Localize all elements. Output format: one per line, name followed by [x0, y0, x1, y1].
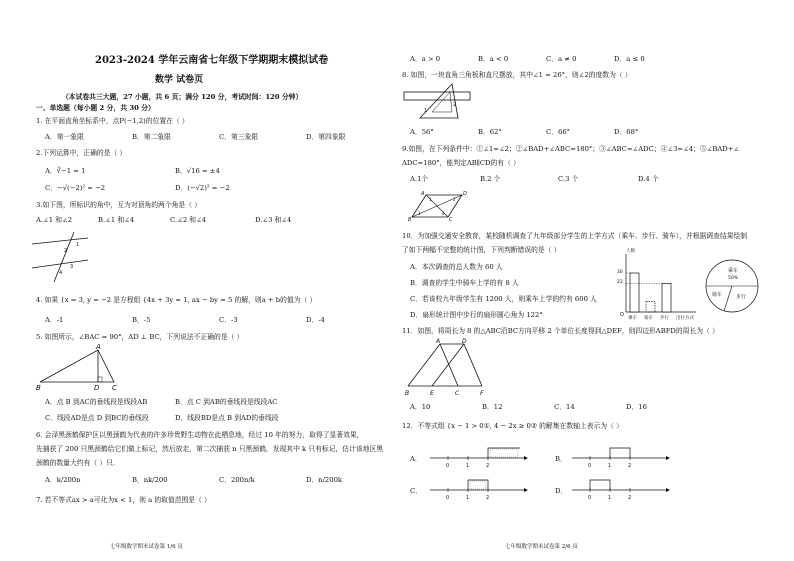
numline-b-1: 1 — [608, 463, 612, 469]
q6-options — [45, 476, 342, 484]
q1-options — [45, 133, 345, 141]
numline-c-0: 0 — [446, 495, 450, 501]
q9-options — [410, 175, 659, 183]
q10-option-c[interactable]: C．若该校九年级学生有 1200 人，则乘车上学的约有 600 人 — [410, 295, 597, 303]
q11-label-e: E — [430, 390, 434, 397]
q12-numberline-c — [428, 476, 528, 500]
q11-option-b[interactable]: B．12 — [482, 403, 503, 411]
q11-label-c: C — [455, 390, 460, 397]
bar-category-3: 步行 — [660, 316, 669, 321]
q3-option-c[interactable]: C.∠2 和∠4 — [170, 216, 207, 224]
q8-options — [410, 128, 638, 136]
q11-label-b: B — [405, 390, 410, 397]
q3-options — [36, 216, 291, 224]
numline-c-1: 1 — [466, 495, 470, 501]
q8-option-b[interactable]: B．62° — [478, 128, 502, 136]
q9-label-b: B — [408, 217, 412, 223]
pie-label-walk: 步行 — [736, 294, 747, 300]
numline-a-1: 1 — [466, 463, 470, 469]
q9-angle-2: 2 — [453, 197, 456, 202]
q5-options-row1 — [45, 398, 278, 406]
question-6-line2: 先捕获了 200 只黑颈鹤给它们做上标记，然后放走，第二次捕获 n 只黑颈鹤，发现其中 k 只有标记，估计该地区黑 — [36, 445, 384, 453]
q6-option-a[interactable]: A．k/200n — [45, 476, 81, 484]
question-6-line1: 6. 会泽黑颈鹤保护区以黑颈鹤为代表的许多珍贵野生动物在此栖息地，经过 10 年的努力，取得了显著效果， — [36, 431, 364, 439]
bar-category-2: 骑车 — [644, 316, 653, 321]
q1-option-a[interactable]: A．第一象限 — [45, 133, 84, 141]
q10-pie-chart — [704, 258, 760, 314]
q8-figure — [402, 82, 472, 122]
question-5: 5. 如图所示，∠BAC = 90°，AD ⊥ BC，下列说法不正确的是（ ） — [36, 333, 244, 341]
right-page-footer: 七年级数学期末试卷第 2/6 页 — [505, 544, 578, 550]
q11-label-d: D — [462, 338, 467, 345]
q8-option-d[interactable]: D．68° — [614, 128, 639, 136]
q9-option-a[interactable]: A.1个 — [410, 175, 429, 183]
q2-option-c[interactable]: C．−√(−2)² = −2 — [45, 184, 106, 192]
q9-option-d[interactable]: D.4 个 — [638, 175, 659, 183]
question-8: 8. 如图，一块直角三角板和直尺摆放，其中∠1 = 26°，则∠2的度数为（ ） — [402, 71, 632, 79]
q9-angle-3: 3 — [418, 211, 421, 216]
question-11: 11．如图，将周长为 8 的△ABC沿BC方向平移 2 个单位长度得到△DEF，则四边形ABFD的周长为（ ） — [402, 327, 719, 335]
q3-angle-4: 4 — [59, 270, 63, 276]
q2-options-row2 — [45, 184, 230, 192]
q2-option-a[interactable]: A．∛−1 = 1 — [45, 167, 86, 175]
q5-triangle-figure — [36, 344, 126, 394]
numline-d-1: 1 — [608, 495, 612, 501]
q4-option-d[interactable]: D．-4 — [306, 316, 325, 324]
numline-d-0: 0 — [588, 495, 592, 501]
q1-option-c[interactable]: C．第三象限 — [219, 133, 259, 141]
q5-label-b: B — [36, 384, 41, 392]
question-2: 2.下列运算中，正确的是（ ） — [36, 149, 127, 157]
q11-option-c[interactable]: C．14 — [554, 403, 575, 411]
q9-label-c: C — [449, 217, 453, 223]
q8-angle-2: 2 — [453, 102, 457, 108]
q11-option-d[interactable]: D．16 — [626, 403, 647, 411]
question-9-line2: ADC=180°，能判定AB∥CD的有（ ） — [402, 159, 520, 167]
q7-options — [410, 55, 645, 63]
q2-option-d[interactable]: D．(−√2)² = −2 — [175, 184, 230, 192]
numline-d-2: 2 — [628, 495, 632, 501]
q12-option-b[interactable]: B． — [555, 455, 567, 463]
q5-option-a[interactable]: A．点 B 到AC的垂线段是线段AB — [45, 398, 148, 406]
q12-option-a[interactable]: A． — [410, 455, 422, 463]
numline-c-2: 2 — [486, 495, 490, 501]
q9-option-c[interactable]: C.3 个 — [558, 175, 579, 183]
q9-angle-1: 1 — [429, 197, 432, 202]
numline-a-2: 2 — [486, 463, 490, 469]
numline-b-2: 2 — [628, 463, 632, 469]
q11-option-a[interactable]: A．10 — [410, 403, 431, 411]
q12-numberline-d — [570, 476, 670, 500]
q8-option-c[interactable]: C．66° — [546, 128, 571, 136]
bar-origin-label: O — [620, 312, 624, 318]
pie-label-bike: 骑车 — [712, 292, 723, 298]
exam-info: （本试卷共三大题，27 小题，共 6 页；满分 120 分，考试时间：120 分钟） — [62, 93, 303, 101]
q2-options-row1 — [45, 167, 220, 175]
pie-label-car: 乘车 — [728, 268, 739, 274]
q6-option-c[interactable]: C．200n/k — [219, 476, 255, 484]
bar-tick-30: 30 — [617, 270, 623, 275]
q7-option-a[interactable]: A．a > 0 — [410, 55, 441, 63]
bar-骑车 — [646, 302, 655, 312]
q10-bar-chart — [617, 249, 708, 322]
left-page-footer: 七年级数学期末试卷第 1/6 页 — [110, 544, 183, 550]
bar-category-1: 乘车 — [628, 316, 637, 321]
question-9-line1: 9.如图，在下列条件中：①∠1=∠2；②∠BAD+∠ABC=180°；③∠ABC=∠ADC；④∠3=∠4；⑤∠BAD+∠ — [402, 145, 740, 153]
numline-a-0: 0 — [446, 463, 450, 469]
q3-angle-3: 3 — [70, 264, 74, 270]
q5-option-b[interactable]: B．点 C 到AB的垂线段是线段AC — [175, 398, 278, 406]
q10-option-b[interactable]: B．调查的学生中骑车上学的有 8 人 — [410, 279, 519, 287]
q5-option-d[interactable]: D．线段BD是点 B 到AD的垂线段 — [175, 414, 279, 422]
q9-angle-4: 4 — [442, 211, 445, 216]
q8-angle-1: 1 — [424, 108, 428, 114]
q9-label-a: A — [421, 191, 425, 197]
q10-option-a[interactable]: A．本次调查的总人数为 60 人 — [410, 263, 503, 271]
bar-axis-label: 人数 — [626, 249, 635, 254]
q3-angle-1: 1 — [76, 242, 80, 248]
q3-option-d[interactable]: D.∠3 和∠4 — [255, 216, 292, 224]
question-1: 1. 在平面直角坐标系中，点P(−1,2)的位置在（ ） — [36, 117, 189, 125]
q12-option-c[interactable]: C． — [410, 487, 422, 495]
q11-label-a: A — [436, 338, 441, 345]
exam-title: 2023-2024 学年云南省七年级下学期期末模拟试卷 — [95, 55, 329, 66]
q5-label-a: A — [96, 343, 101, 351]
q5-label-d: D — [94, 384, 100, 392]
section-heading: 一、单选题（每小题 2 分，共 30 分） — [36, 104, 155, 112]
q6-option-b[interactable]: B．nk/200 — [132, 476, 168, 484]
q3-option-a[interactable]: A.∠1 和∠2 — [36, 216, 73, 224]
q1-option-d[interactable]: D．第四象限 — [306, 133, 346, 141]
numline-b-0: 0 — [588, 463, 592, 469]
question-10-line2: 了如下两幅不完整的统计图，下列判断错误的是（ ） — [402, 246, 561, 254]
exam-subtitle: 数学 试卷页 — [155, 75, 204, 85]
q4-options — [45, 316, 325, 324]
bar-x-axis-label: 出行方式 — [676, 316, 694, 321]
question-12: 12．不等式组 {x − 1 > 0①, 4 − 2x ≥ 0② 的解集在数轴上表示为（ ） — [402, 422, 623, 430]
q3-option-b[interactable]: B.∠1 和∠4 — [98, 216, 135, 224]
q5-option-c[interactable]: C．线段AD是点 D 到BC的垂线段 — [45, 414, 149, 422]
q9-label-d: D — [463, 191, 467, 197]
q9-parallelogram-figure — [408, 189, 468, 225]
q5-options-row2 — [45, 414, 279, 422]
q7-option-d[interactable]: D．a ≤ 0 — [614, 55, 645, 63]
q3-figure — [30, 232, 90, 284]
q10-option-d[interactable]: D．扇形统计图中步行的扇形圆心角为 122° — [410, 311, 543, 319]
q12-option-d[interactable]: D． — [555, 487, 568, 495]
q7-option-c[interactable]: C．a ≠ 0 — [546, 55, 577, 63]
q11-translation-figure — [404, 338, 494, 396]
question-3: 3.如下图，所标识的角中，互为对顶角的两个角是（ ） — [36, 201, 201, 209]
bar-tick-22: 22 — [617, 280, 623, 285]
bar-乘车 — [630, 273, 639, 312]
q4-option-a[interactable]: A．-1 — [45, 316, 64, 324]
q1-option-b[interactable]: B．第二象限 — [132, 133, 171, 141]
q6-option-d[interactable]: D．n/200k — [306, 476, 343, 484]
question-10-line1: 10．为加强交通安全教育，某校随机调查了九年级部分学生的上学方式（乘车、步行、骑车），并根据调查结果绘制 — [402, 232, 748, 240]
q12-numberline-b — [570, 444, 670, 468]
q5-label-c: C — [112, 384, 117, 392]
q4-option-c[interactable]: C．-3 — [219, 316, 238, 324]
q8-option-a[interactable]: A．56° — [410, 128, 434, 136]
question-4: 4. 如果 {x = 3, y = −2 是方程组 {4x + 3y = 1, ax − by = 5 的解，则a + b的值为（ ） — [36, 296, 317, 304]
q3-angle-2: 2 — [64, 248, 68, 254]
q11-options — [410, 403, 647, 411]
bar-步行 — [662, 283, 671, 312]
q9-option-b[interactable]: B.2 个 — [480, 175, 501, 183]
q7-option-b[interactable]: B．a < 0 — [478, 55, 509, 63]
pie-label-percent: 50% — [728, 276, 739, 281]
question-6-line3: 颈鹤的数量大约有（ ）只. — [36, 459, 116, 467]
q11-label-f: F — [480, 390, 484, 397]
q4-option-b[interactable]: B．-5 — [132, 316, 151, 324]
q12-numberline-a — [428, 444, 528, 468]
q2-option-b[interactable]: B．√16 = ±4 — [175, 167, 220, 175]
question-7: 7. 若不等式ax > a可化为x < 1，则 a 的取值范围是（ ） — [36, 496, 211, 504]
